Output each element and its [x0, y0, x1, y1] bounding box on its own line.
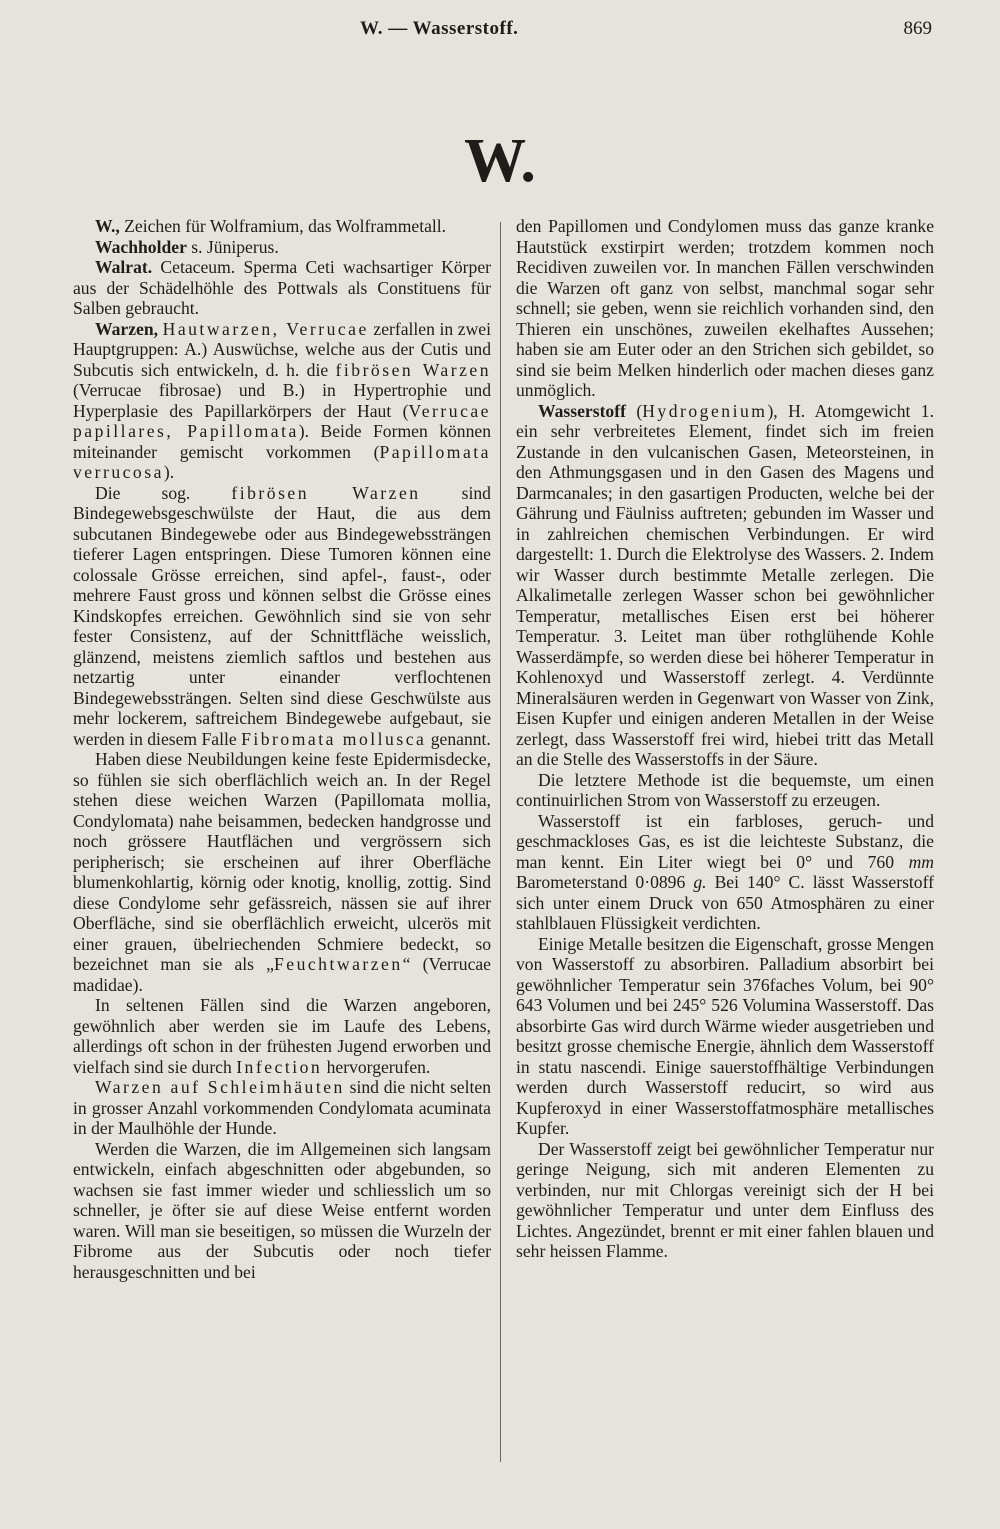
spaced-term: Feuchtwarzen — [273, 954, 403, 974]
entry-warzen — [73, 319, 491, 483]
paragraph-verbindung: Der Wasserstoff zeigt bei gewöhnlicher Temperatur nur geringe Neigung, sich mit anderen Elementen zu verbinden, nur mit Chlorgas vereinigt sich der H bei gewöhnlicher Temperatur und unter dem Einfluss des Lichtes. Angezündet, brennt er mit einer fahlen blauen und sehr heissen Flamme. — [516, 1138, 934, 1261]
text-run: zerfallen in zwei Hauptgruppen: A.) Auswüchse, welche aus der Cutis und Subcutis sich entwickeln, d. h. die — [73, 318, 491, 380]
text-run: genannt. — [426, 728, 491, 749]
text-run: (Verrucae fibrosae) und B.) in Hypertrophie und Hyperplasie des Papillarkörpers der Haut ( — [73, 380, 491, 421]
paragraph-absorption: Einige Metalle besitzen die Eigenschaft, grosse Mengen von Wasserstoff zu absorbiren. Palladium absorbirt bei gewöhnlicher Temperatur sein 376faches Volum, bei 90° 643 Volumen und bei 245° 526 Volumina Wasserstoff. Das absorbirte Gas wird durch Wärme wieder ausgetrieben und besitzt grosse chemische Energie, ähnlich dem Wasserstoff in statu nascendi. Einige sauerstoffhältige Verbindungen werden durch Wasserstoff reducirt, so wird aus Kupferoxyd in einer Wasserstoffatmosphäre metallisches Kupfer. — [516, 933, 934, 1138]
paragraph-schleimhaeute — [73, 1077, 491, 1139]
text-run: sind die nicht selten in grosser Anzahl vorkommenden Condylomata acuminata in der Maulhöhle der Hunde. — [73, 1077, 491, 1138]
headword-wachholder: Wachholder — [95, 236, 187, 257]
spaced-term: Hautwarzen, Verrucae — [162, 318, 369, 339]
spaced-term: fibrösen Warzen — [231, 482, 421, 503]
text-run: sind Bindegewebsgeschwülste der Haut, die aus dem subcutanen Bindegewebe oder aus Bindegewebssträngen tieferer Lagen entspringen. Diese Tumoren können eine colossale Grösse erreichen, sind apfel-, faust-, oder mehrere Faust gross und können selbst die Grösse eines Kindskopfes erreichen. Gewöhnlich sind sie von sehr fester Consistenz, auf der Schnittfläche weisslich, glänzend, meistens ziemlich saftlos und bestehen aus netzartig unter einander verflochtenen Bindegewebssträngen. Selten sind diese Geschwülste aus mehr lockerem, saftreichem Bindegewebe aufgebaut, sie werden in diesem Falle — [73, 482, 491, 749]
unit-mm: mm — [908, 851, 934, 872]
paragraph-entstehung — [73, 995, 491, 1077]
headword-w: W., — [95, 216, 120, 236]
running-title: W. — Wasserstoff. — [360, 18, 519, 39]
entry-wasserstoff — [516, 401, 934, 770]
paragraph-behandlung: Werden die Warzen, die im Allgemeinen sich langsam entwickeln, einfach abgeschnitten oder abgebunden, so wachsen sie fast immer wieder und schliesslich um so schneller, je öfter sie auf diese Weise entfernt worden waren. Will man sie beseitigen, so müssen die Wurzeln der Fibrome aus der Subcutis oder noch tiefer herausgeschnitten und bei — [73, 1138, 491, 1282]
text-run: hervorgerufen. — [322, 1056, 431, 1077]
spaced-term: Warzen auf Schleimhäuten — [95, 1077, 345, 1097]
text-run: ). — [163, 462, 175, 482]
column-divider — [500, 222, 501, 1462]
text-run: Barometerstand 0·0896 — [516, 872, 694, 892]
spaced-term: fibrösen Warzen — [335, 359, 491, 380]
right-column — [516, 216, 934, 1262]
page-number: 869 — [903, 18, 932, 39]
section-letter: W. — [464, 127, 536, 195]
left-column — [73, 216, 491, 1282]
headword-warzen: Warzen, — [95, 318, 159, 339]
entry-text: Zeichen für Wolframium, das Wolframmetall. — [119, 216, 447, 236]
spaced-term: Papillomata verrucosa — [73, 441, 491, 482]
paragraph-methode: Die letztere Methode ist die bequemste, um einen continuirlichen Strom von Wasserstoff zu erzeugen. — [516, 769, 934, 810]
text-run: ). Beide Formen können miteinander gemischt vorkommen ( — [73, 421, 491, 462]
entry-text: s. Jüniperus. — [186, 236, 279, 257]
paragraph-weiche-warzen — [73, 749, 491, 995]
spaced-term: Hydrogenium — [642, 400, 768, 421]
text-run: In seltenen Fällen sind die Warzen angeboren, gewöhnlich aber werden sie im Laufe des Lebens, allerdings oft schon in der frühesten Jugend erworben und vielfach sind sie durch — [73, 995, 491, 1077]
headword-wasserstoff: Wasserstoff — [538, 400, 626, 421]
text-run: Wasserstoff ist ein farbloses, geruch- und geschmackloses Gas, es ist die leichteste Substanz, die man kennt. Ein Liter wiegt bei 0° und 760 — [516, 810, 934, 872]
text-run: ), H. Atomgewicht 1. ein sehr verbreitetes Element, findet sich im freien Zustande in den vulcanischen Gasen, Meteorsteinen, in den Athmungsgasen und in den Gasen des Magens und Darmcanales; in den gasartigen Producten, welche bei der Gährung und Fäulniss auftreten; gebunden im Wasser und in zahlreichen chemischen Verbindungen. Er wird dargestellt: 1. Durch die Elektrolyse des Wassers. 2. Indem wir Wasser durch bestimmte Metalle zerlegen. Die Alkalimetalle zerlegen Wasser schon bei gewöhnlicher Temperatur, metallisches Eisen erst bei höherer Temperatur. 3. Leitet man über rothglühende Kohle Wasserdämpfe, so werden diese bei höherer Temperatur in Kohlenoxyd und Wasserstoff zerlegt. 4. Verdünnte Mineralsäuren werden in Gegenwart von Wasser von Zink, Eisen Kupfer und einigen anderen Metallen in der Weise zerlegt, dass Wasserstoff frei wird, hiebei tritt das Metall an die Stelle des Wasserstoffs in der Säure. — [516, 400, 934, 769]
paragraph-eigenschaften — [516, 811, 934, 934]
running-head — [0, 18, 1000, 48]
text-run: Die sog. — [95, 482, 232, 503]
paragraph-continuation: den Papillomen und Condylomen muss das ganze kranke Hautstück exstirpirt werden; trotzdem kommen noch Recidiven zuweilen vor. In manchen Fällen verschwinden die Warzen oft ganz von selbst, manchmal sogar sehr schnell; sie geben, wenn sie reichlich vorhanden sind, den Thieren ein unschönes, zuweilen ekelhaftes Aussehen; haben sie am Euter oder an den Strichen sich gebildet, so sind sie beim Melken hinderlich oder machen dieses ganz unmöglich. — [516, 216, 934, 400]
text-run: Haben diese Neubildungen keine feste Epidermisdecke, so fühlen sie sich oberflächlich weich an. In der Regel stehen diese weichen Warzen (Papillomata mollia, Condylomata) nahe beisammen, bedecken handgrosse und noch grössere Hautflächen und vergrössern sich peripherisch; sie erscheinen auf ihrer Oberfläche blumenkohlartig, körnig oder knotig, knollig, zottig. Sind diese Condylome sehr gefässreich, nässen sie auf ihrer Oberfläche, sind sie oberflächlich erweicht, ulcerös mit einer grauen, übelriechenden Schmiere bedeckt, so bezeichnet man sie als „ — [73, 749, 491, 974]
unit-g: g. — [693, 872, 707, 892]
entry-wachholder — [73, 237, 491, 258]
text-run: ( — [625, 400, 643, 421]
spaced-term: Infection — [236, 1056, 323, 1077]
paragraph-fibroese-warzen — [73, 483, 491, 750]
spaced-term: Verrucae papillares, Papillomata — [73, 400, 491, 441]
entry-walrat — [73, 257, 491, 319]
entry-text: Cetaceum. Sperma Ceti wachsartiger Körper aus der Schädelhöhle des Pottwals als Constituens für Salben gebraucht. — [73, 257, 491, 318]
spaced-term: Fibromata mollusca — [241, 728, 427, 749]
text-run: Bei 140° C. lässt Wasserstoff sich unter einem Druck von 650 Atmosphären zu einer stahlblauen Flüssigkeit verdichten. — [516, 872, 934, 933]
headword-walrat: Walrat. — [95, 257, 153, 277]
entry-w — [73, 216, 491, 237]
text-run: “ (Verrucae madidae). — [73, 954, 491, 995]
